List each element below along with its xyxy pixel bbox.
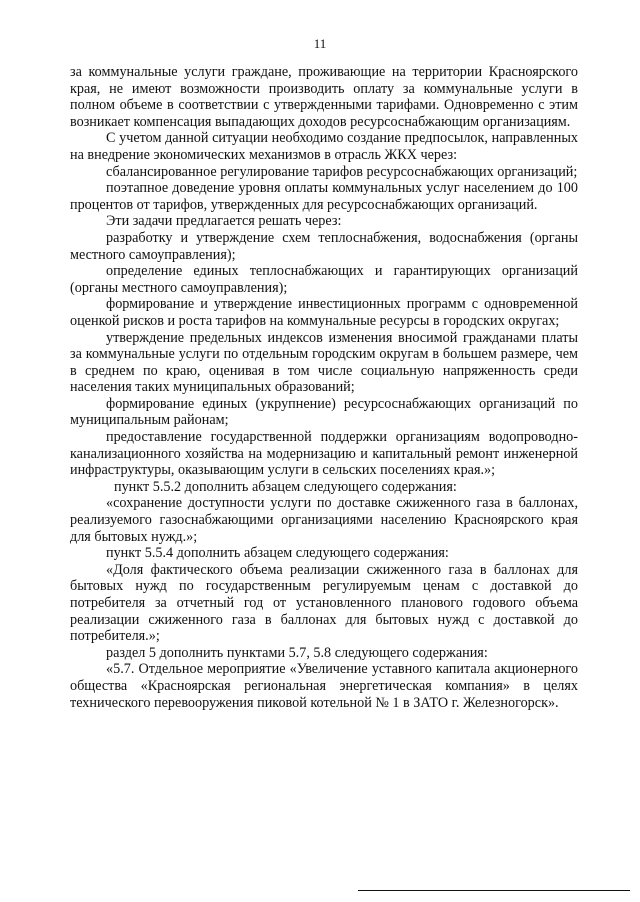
page-number: 11 <box>313 36 327 51</box>
paragraph: «сохранение доступности услуги по доставке сжиженного газа в баллонах, реализуемого газоснабжающими организациями населению Красноярского края для бытовых нужд.»; <box>70 495 578 545</box>
paragraph: «5.7. Отдельное мероприятие «Увеличение уставного капитала акционерного общества «Красноярская региональная энергетическая компания» в целях технического перевооружения пиковой котельной № 1 в ЗАТО г. Железногорск». <box>70 661 578 711</box>
paragraph: пункт 5.5.4 дополнить абзацем следующего содержания: <box>106 545 449 562</box>
paragraph: предоставление государственной поддержки организациям водопроводно-канализационного хозяйства на модернизацию и капитальный ремонт инженерной инфраструктуры, оказывающим услуги в сельских поселениях края.»; <box>70 429 578 479</box>
paragraph: утверждение предельных индексов изменения вносимой гражданами платы за коммунальные услуги по отдельным городским округам в большем размере, чем в среднем по краю, оценивая в том числе социальную напряженность среди населения таких муниципальных образований; <box>70 329 578 396</box>
paragraph: поэтапное доведение уровня оплаты коммунальных услуг населением до 100 процентов от тарифов, утвержденных для ресурсоснабжающих организаций. <box>70 180 578 213</box>
paragraph: формирование и утверждение инвестиционных программ с одновременной оценкой рисков и роста тарифов на коммунальные ресурсы в городских округах; <box>70 296 578 329</box>
paragraph: пункт 5.5.2 дополнить абзацем следующего содержания: <box>114 478 457 495</box>
paragraph: формирование единых (укрупнение) ресурсоснабжающих организаций по муниципальным районам; <box>70 395 578 429</box>
paragraph: за коммунальные услуги граждане, проживающие на территории Красноярского края, не имеют возможности производить оплату за коммунальные услуги в полном объеме в соответствии с утвержденными тарифами. Одновременно с этим возникает компенсация выпадающих доходов ресурсоснабжающим организациям. <box>70 64 578 130</box>
document-body <box>70 64 578 711</box>
paragraph: раздел 5 дополнить пунктами 5.7, 5.8 следующего содержания: <box>106 644 488 661</box>
paragraph: «Доля фактического объема реализации сжиженного газа в баллонах для бытовых нужд по государственным регулируемым ценам с доставкой до потребителя за отчетный год от установленного планового годового объема реализации сжиженного газа в баллонах для бытовых нужд с доставкой до потребителя.»; <box>70 561 578 645</box>
paragraph: разработку и утверждение схем теплоснабжения, водоснабжения (органы местного самоуправления); <box>70 229 578 263</box>
paragraph: сбалансированное регулирование тарифов ресурсоснабжающих организаций; <box>106 163 578 180</box>
paragraph: определение единых теплоснабжающих и гарантирующих организаций (органы местного самоуправления); <box>70 263 578 296</box>
footer-rule <box>358 890 630 891</box>
paragraph: Эти задачи предлагается решать через: <box>106 213 342 230</box>
paragraph: С учетом данной ситуации необходимо создание предпосылок, направленных на внедрение экономических механизмов в отрасль ЖКХ через: <box>70 130 578 163</box>
